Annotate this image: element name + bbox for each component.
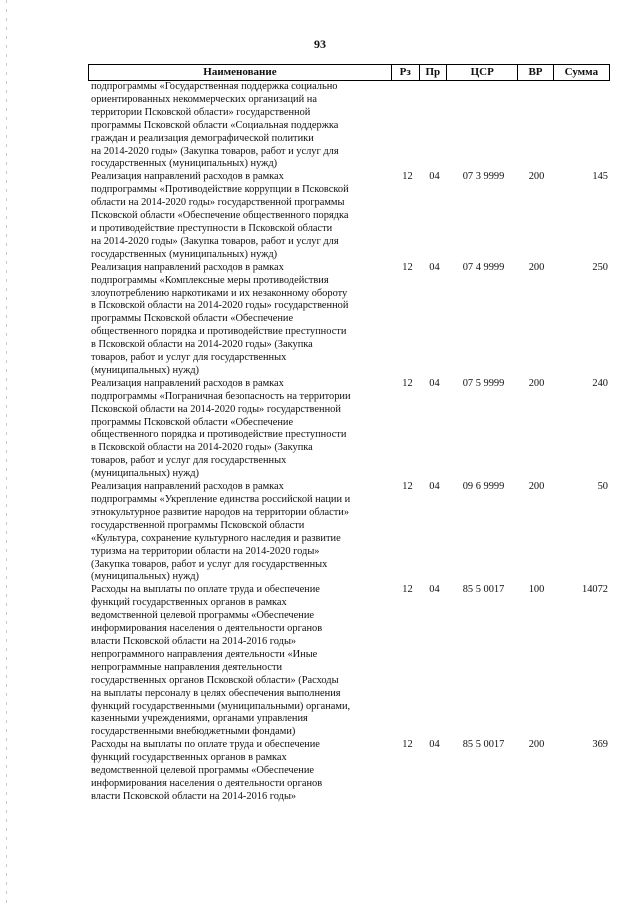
row-vr: 200 — [528, 739, 545, 751]
row-name: подпрограммы «Государственная поддержка социально ориентированных некоммерческих организаций на территории Псковской области» государственной программы Псковской области «Социальная поддержка граждан и реализация демографической политики на 2014-2020 годы» (Закупка товаров, работ и услуг для государственных (муниципальных) нужд) — [91, 81, 339, 170]
row-sum: 250 — [592, 261, 608, 273]
row-pr — [421, 81, 448, 171]
row-name: Расходы на выплаты по оплате труда и обеспечение функций государственных органов в рамках ведомственной целевой программы «Обеспечение информирования населения о деятельности органов власти Псковской области на 2014-2016 годы» непрограммного направления деятельности «Иные непрограммные направления деятельности государственных органов Псковской области» (Расходы на выплаты персоналу в целях обеспечения выполнения функций государственными (муниципальными) органами, казенными учреждениями, органами управления государственными внебюджетными фондами) — [91, 584, 351, 738]
row-rz: 12 — [402, 584, 413, 596]
row-csr: 85 5 0017 — [462, 584, 505, 596]
row-csr: 07 5 9999 — [462, 377, 505, 389]
header-pr: Пр — [419, 65, 447, 80]
row-csr: 09 6 9999 — [462, 481, 505, 493]
header-sum: Сумма — [553, 65, 610, 80]
table-row — [88, 584, 610, 739]
scan-edge-mark — [6, 0, 7, 905]
table-row — [88, 739, 610, 804]
row-csr: 07 3 9999 — [462, 171, 505, 183]
row-rz: 12 — [402, 739, 413, 751]
table-row — [88, 81, 610, 171]
row-name: Расходы на выплаты по оплате труда и обеспечение функций государственных органов в рамках ведомственной целевой программы «Обеспечение информирования населения о деятельности органов власти Псковской области на 2014-2016 годы» — [91, 739, 323, 802]
row-sum: 240 — [592, 377, 608, 389]
table-row — [88, 171, 610, 261]
row-pr: 04 — [429, 171, 440, 183]
row-vr: 200 — [528, 171, 545, 183]
table-row — [88, 481, 610, 584]
row-rz: 12 — [402, 171, 413, 183]
table-row — [88, 262, 610, 378]
row-name: Реализация направлений расходов в рамках подпрограммы «Противодействие коррупции в Псковской области на 2014-2020 годы» государственной программы Псковской области «Обеспечение общественного порядка и противодействие преступности в Псковской области на 2014-2020 годы» (Закупка товаров, работ и услуг для государственных (муниципальных) нужд) — [91, 171, 349, 260]
header-csr: ЦСР — [446, 65, 517, 80]
row-pr: 04 — [429, 377, 440, 389]
table-body — [88, 81, 610, 804]
row-sum: 369 — [592, 739, 608, 751]
page-number: 93 — [314, 37, 326, 51]
row-sum — [554, 81, 610, 171]
row-vr: 200 — [528, 481, 545, 493]
row-rz: 12 — [402, 481, 413, 493]
row-pr: 04 — [429, 261, 440, 273]
row-rz: 12 — [402, 377, 413, 389]
row-csr: 07 4 9999 — [462, 261, 505, 273]
row-pr: 04 — [429, 739, 440, 751]
header-vr: ВР — [517, 65, 553, 80]
row-vr — [519, 81, 554, 171]
row-sum: 50 — [597, 481, 608, 493]
budget-table — [88, 64, 610, 804]
row-csr: 85 5 0017 — [462, 739, 505, 751]
row-pr: 04 — [429, 481, 440, 493]
row-name: Реализация направлений расходов в рамках подпрограммы «Комплексные меры противодействия злоупотреблению наркотиками и их незаконному обороту в Псковской области на 2014-2020 годы» государственной программы Псковской области «Обеспечение общественного порядка и противодействие преступности в Псковской области на 2014-2020 годы» (Закупка товаров, работ и услуг для государственных (муниципальных) нужд) — [91, 261, 349, 376]
table-row — [88, 378, 610, 481]
row-csr — [448, 81, 519, 171]
row-rz — [394, 81, 421, 171]
row-vr: 200 — [528, 377, 545, 389]
header-name: Наименование — [88, 65, 391, 80]
header-rz: Рз — [391, 65, 419, 80]
row-vr: 100 — [528, 584, 545, 596]
row-name: Реализация направлений расходов в рамках подпрограммы «Укрепление единства российской нации и этнокультурное развитие народов на территории области» государственной программы Псковской области «Культура, сохранение культурного наследия и развитие туризма на территории области на 2014-2020 годы» (Закупка товаров, работ и услуг для государственных (муниципальных) нужд) — [91, 481, 351, 583]
row-pr: 04 — [429, 584, 440, 596]
row-vr: 200 — [528, 261, 545, 273]
table-header — [88, 64, 610, 81]
row-name: Реализация направлений расходов в рамках подпрограммы «Пограничная безопасность на территории Псковской области на 2014-2020 годы» государственной программы Псковской области «Обеспечение общественного порядка и противодействие преступности в Псковской области на 2014-2020 годы» (Закупка товаров, работ и услуг для государственных (муниципальных) нужд) — [91, 377, 351, 480]
row-sum: 145 — [592, 171, 608, 183]
row-sum: 14072 — [582, 584, 608, 596]
row-rz: 12 — [402, 261, 413, 273]
